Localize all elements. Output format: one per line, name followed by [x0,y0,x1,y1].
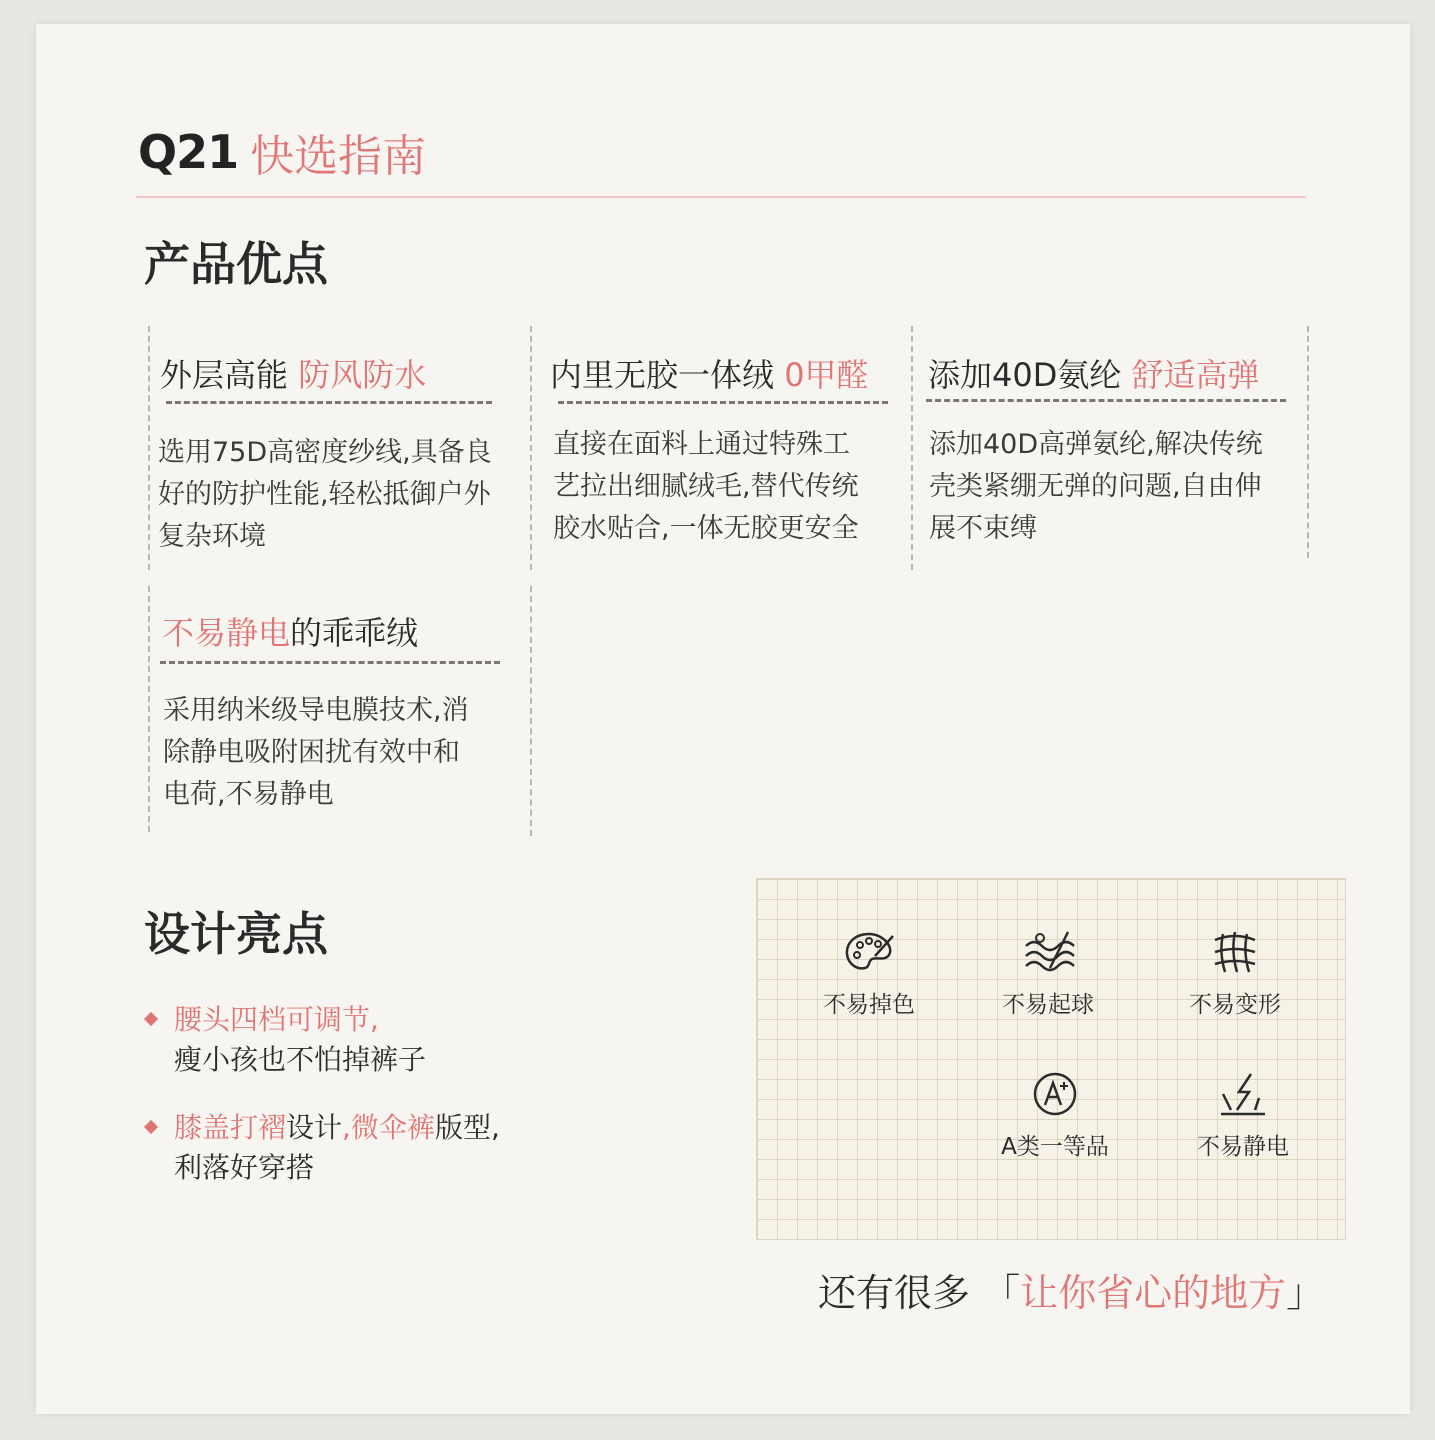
column-divider [148,326,150,570]
feature-heading-plain: 外层高能 [160,356,299,394]
body-line: 选用75D高密度纱线,具备良 [158,437,492,468]
feature-heading-spandex [928,350,1260,396]
column-divider [911,326,913,570]
feature-grade-a [990,1070,1120,1161]
body-line: 艺拉出细腻绒毛,替代传统 [553,471,859,502]
feature-label: 不易变形 [1189,992,1281,1018]
body-line: 复杂环境 [158,521,266,552]
body-line: 胶水贴合,一体无胶更安全 [553,513,859,544]
bullet-line-1 [174,1108,500,1148]
feature-body-fleece [553,424,859,550]
footer-plain: 还有很多 [818,1271,983,1315]
feature-label: 不易掉色 [823,992,915,1018]
feature-body-spandex [929,424,1263,550]
bullet-diamond-icon [144,1120,158,1134]
footer-bracket: 」 [1286,1271,1325,1315]
feature-heading-plain: 内里无胶一体绒 [550,356,785,394]
feature-heading-fleece [550,350,869,396]
model-code: Q21 [138,125,239,179]
feature-divider [558,401,888,404]
design-bullet [146,1000,426,1080]
bullet-highlight: 腰头四档可调节, [174,1003,379,1036]
feature-no-deform [1170,928,1300,1019]
feature-heading-windproof [160,350,426,396]
body-line: 展不束缚 [929,513,1037,544]
footer-tagline [818,1262,1324,1317]
feature-body-antistatic [163,690,469,816]
bullet-highlight: 膝盖打褶 [174,1111,287,1144]
body-line: 电荷,不易静电 [163,779,334,810]
feature-heading-highlight: 舒适高弹 [1131,356,1260,394]
body-line: 除静电吸附困扰有效中和 [163,737,460,768]
column-divider [148,586,150,832]
footer-bracket: 「 [982,1271,1021,1315]
a-plus-icon [1030,1070,1080,1118]
feature-divider [926,399,1286,402]
feature-label: 不易起球 [1002,992,1094,1018]
feature-heading-plain: 添加40D氨纶 [928,356,1132,394]
feature-divider [166,401,492,404]
design-bullet [146,1108,500,1188]
palette-icon [841,928,897,976]
feature-no-fade [804,928,934,1019]
feature-heading-plain: 的乖乖绒 [290,614,419,652]
bullet-plain: 版型, [434,1111,500,1144]
design-title: 设计亮点 [144,907,328,961]
body-line: 壳类紧绷无弹的问题,自由伸 [929,471,1262,502]
deform-icon [1207,928,1263,976]
feature-label: 不易静电 [1197,1134,1289,1160]
guide-subtitle: 快选指南 [250,131,427,182]
feature-heading-highlight: 不易静电 [162,614,291,652]
pilling-icon [1020,928,1076,976]
body-line: 采用纳米级导电膜技术,消 [163,695,469,726]
advantages-title: 产品优点 [144,237,328,291]
feature-label: A类一等品 [1001,1134,1109,1160]
header-divider [136,196,1306,198]
feature-body-windproof [158,432,492,558]
feature-anti-static [1178,1070,1308,1161]
feature-divider [160,661,500,664]
body-line: 添加40D高弹氨纶,解决传统 [929,429,1263,460]
body-line: 直接在面料上通过特殊工 [553,429,850,460]
footer-highlight: 让你省心的地方 [1020,1271,1287,1315]
body-line: 好的防护性能,轻松抵御户外 [158,479,491,510]
column-divider [1307,326,1309,558]
bullet-line-1 [174,1000,426,1040]
bullet-diamond-icon [144,1012,158,1026]
static-icon [1215,1070,1271,1118]
feature-heading-highlight: 防风防水 [298,356,427,394]
bullet-line-2: 利落好穿搭 [174,1151,315,1184]
feature-heading-highlight: 0甲醛 [784,356,869,394]
column-divider [530,586,532,836]
bullet-plain: 设计 [286,1111,343,1144]
feature-no-pilling [983,928,1113,1019]
page-title [138,122,426,182]
bullet-highlight: ,微伞裤 [342,1111,435,1144]
bullet-line-2: 瘦小孩也不怕掉裤子 [174,1043,427,1076]
feature-heading-antistatic [162,608,418,654]
column-divider [530,326,532,570]
